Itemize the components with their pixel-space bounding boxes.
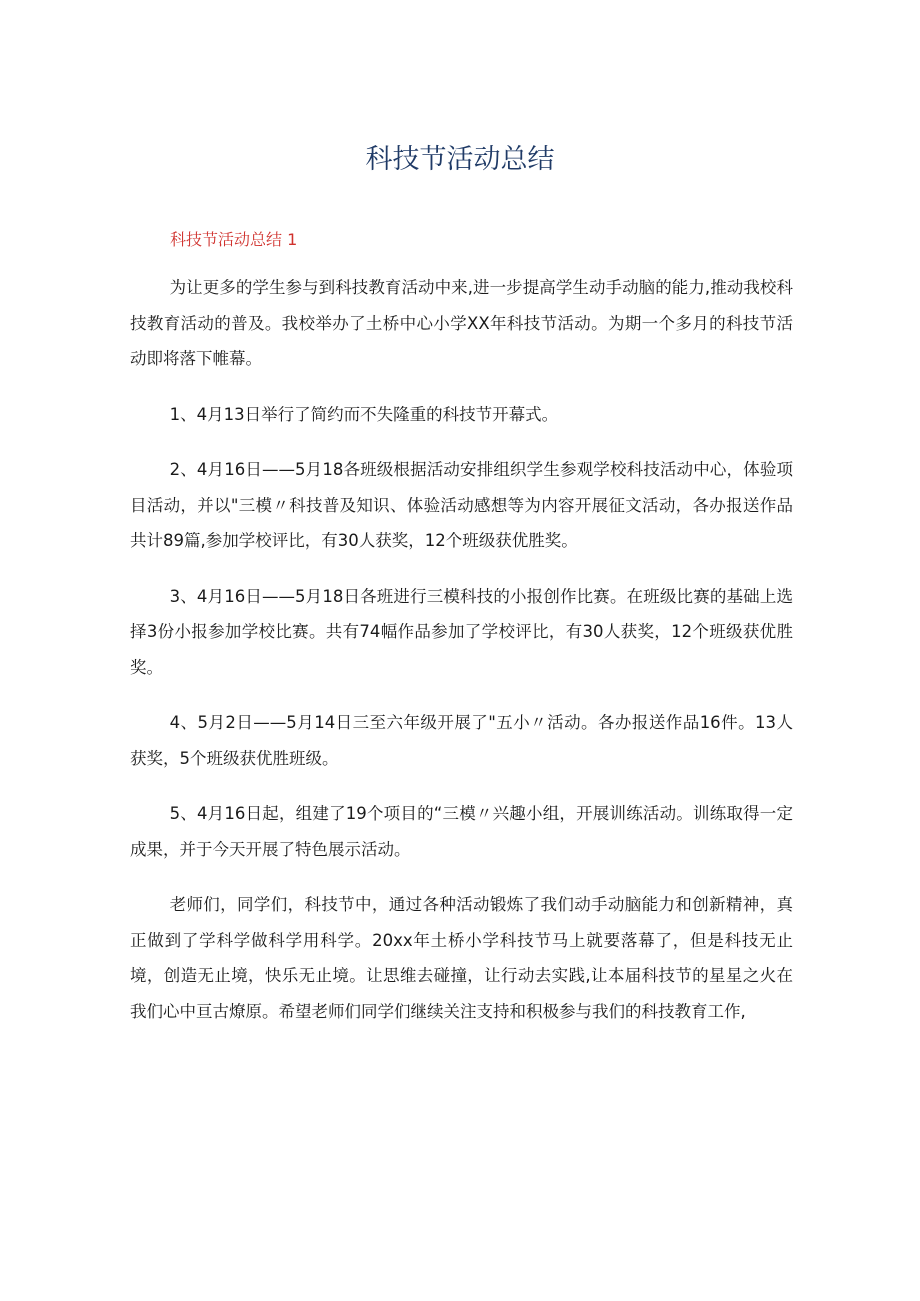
paragraph-item-2: 2、4月16日——5月18各班级根据活动安排组织学生参观学校科技活动中心，体验项目活动，并以"三模〃科技普及知识、体验活动感想等为内容开展征文活动，各办报送作品共计89篇,参加学校评比，有30人获奖，12个班级获优胜奖。 bbox=[130, 460, 793, 550]
paragraph-closing: 老师们，同学们，科技节中，通过各种活动锻炼了我们动手动脑能力和创新精神，真正做到了学科学做科学用科学。20xx年土桥小学科技节马上就要落幕了，但是科技无止境，创造无止境，快乐无止境。让思维去碰撞，让行动去实践,让本届科技节的星星之火在我们心中亘古燎原。希望老师们同学们继续关注支持和积极参与我们的科技教育工作, bbox=[130, 895, 793, 1021]
paragraph-item-5: 5、4月16日起，组建了19个项目的“三模〃兴趣小组，开展训练活动。训练取得一定成果，并于今天开展了特色展示活动。 bbox=[130, 804, 793, 859]
page-title: 科技节活动总结 bbox=[365, 144, 555, 175]
paragraph-intro: 为让更多的学生参与到科技教育活动中来,进一步提高学生动手动脑的能力,推动我校科技教育活动的普及。我校举办了土桥中心小学XX年科技节活动。为期一个多月的科技节活动即将落下帷幕。 bbox=[130, 278, 793, 368]
document-body bbox=[130, 270, 793, 1049]
paragraph-item-1: 1、4月13日举行了简约而不失隆重的科技节开幕式。 bbox=[169, 404, 559, 424]
paragraph-item-3: 3、4月16日——5月18日各班进行三模科技的小报创作比赛。在班级比赛的基础上选择3份小报参加学校比赛。共有74幅作品参加了学校评比，有30人获奖，12个班级获优胜奖。 bbox=[130, 586, 793, 677]
paragraph-item-4: 4、5月2日——5月14日三至六年级开展了"五小〃活动。各办报送作品16件。13人获奖，5个班级获优胜班级。 bbox=[130, 713, 793, 768]
section-heading: 科技节活动总结 1 bbox=[170, 230, 298, 249]
